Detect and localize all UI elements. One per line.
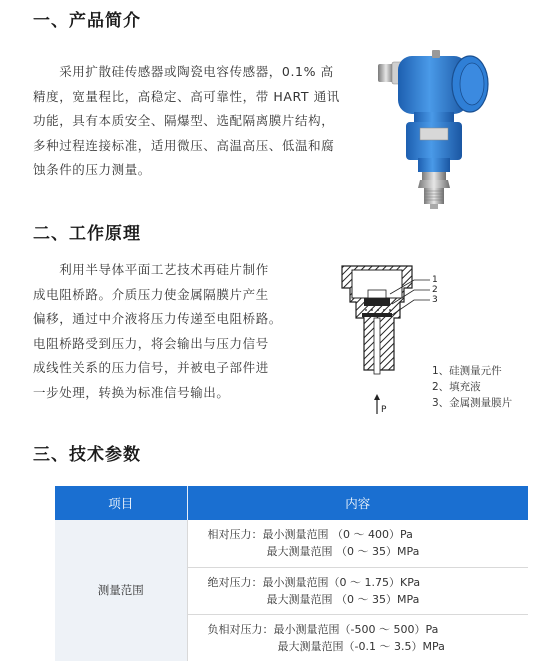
row-label-measure-range: 测量范围 [55, 520, 187, 661]
diagram-label-2: 2 [432, 285, 438, 295]
table-cell [187, 567, 528, 614]
legend-item: 3、金属测量膜片 [432, 397, 513, 409]
diagram-legend [432, 363, 512, 411]
section-title-principle: 二、工作原理 [33, 224, 141, 244]
table-row [55, 520, 528, 567]
spec-table [55, 486, 528, 661]
legend-item: 1、硅测量元件 [432, 365, 502, 377]
principle-paragraph [33, 258, 282, 405]
table-cell [187, 614, 528, 661]
principle-line: 电阻桥路受到压力，将会输出与压力信号 [33, 335, 269, 351]
intro-line: 采用扩散硅传感器或陶瓷电容传感器，0.1% 高 [33, 64, 334, 79]
pressure-transmitter-image [374, 48, 494, 210]
sensor-cross-section-diagram [330, 258, 440, 420]
diagram-label-1: 1 [432, 275, 438, 285]
section-title-intro: 一、产品简介 [33, 11, 141, 31]
table-cell [187, 520, 528, 567]
principle-line: 成电阻桥路。介质压力使金属隔膜片产生 [33, 286, 269, 302]
intro-line: 功能，具有本质安全、隔爆型、选配隔离膜片结构， [33, 113, 335, 128]
principle-line: 偏移，通过中介液将压力传递至电阻桥路。 [33, 311, 282, 326]
cell-line: 最大测量范围（-0.1 ～ 3.5）MPa [277, 639, 445, 653]
diagram-label-3: 3 [432, 295, 438, 305]
cell-line: 绝对压力：最小测量范围（0 ～ 1.75）KPa [207, 575, 421, 589]
table-header-row [55, 486, 528, 520]
cell-line: 最大测量范围 （0 ～ 35）MPa [266, 592, 420, 606]
intro-line: 精度，宽量程比，高稳定、高可靠性，带 HART 通讯 [33, 88, 340, 104]
pressure-arrow-icon [374, 394, 380, 414]
principle-line: 成线性关系的压力信号，并被电子部件进 [33, 360, 269, 375]
cell-line: 负相对压力：最小测量范围（-500 ～ 500）Pa [207, 622, 439, 636]
principle-line: 利用半导体平面工艺技术再硅片制作 [33, 262, 269, 277]
table-header-item: 项目 [55, 486, 187, 520]
cell-line: 相对压力：最小测量范围 （0 ～ 400）Pa [207, 528, 413, 542]
cell-line: 最大测量范围 （0 ～ 35）MPa [266, 545, 420, 559]
intro-paragraph [33, 60, 340, 183]
intro-line: 蚀条件的压力测量。 [33, 162, 151, 177]
legend-item: 2、填充液 [432, 381, 481, 393]
principle-line: 一步处理，转换为标准信号输出。 [33, 384, 230, 400]
section-title-specs: 三、技术参数 [33, 445, 141, 465]
table-header-content: 内容 [187, 486, 528, 520]
diagram-label-p: P [381, 405, 387, 415]
intro-line: 多种过程连接标准，适用微压、高温高压、低温和腐 [33, 137, 335, 153]
